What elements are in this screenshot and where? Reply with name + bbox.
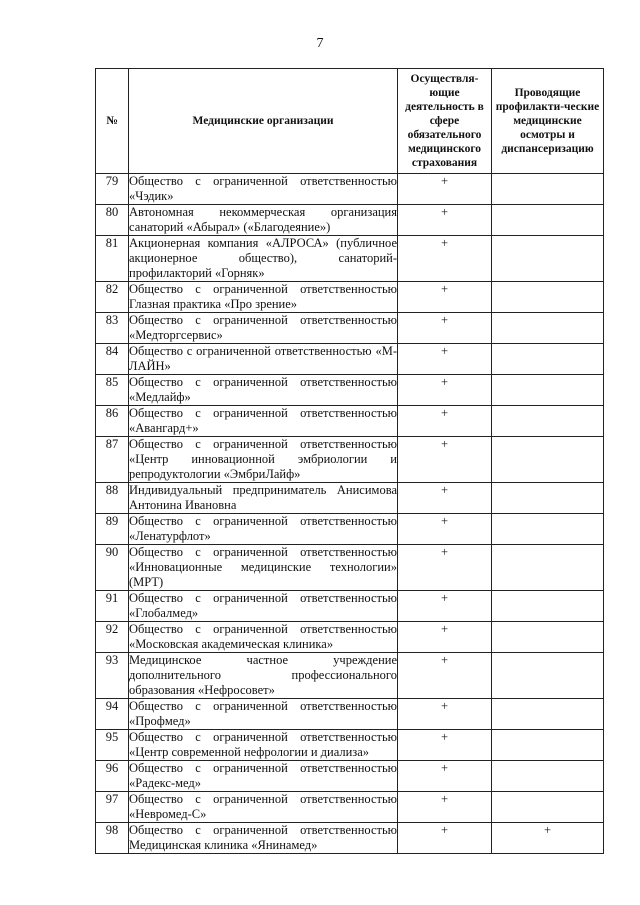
oms-mark: + — [398, 344, 492, 375]
organization-name: Индивидуальный предприниматель Анисимова Антонина Ивановна — [129, 483, 397, 512]
preventive-exam-mark — [492, 344, 604, 375]
organization-name: Общество с ограниченной ответственностью «М-ЛАЙН» — [129, 344, 397, 373]
oms-mark: + — [398, 236, 492, 282]
oms-mark: + — [398, 375, 492, 406]
medical-organizations-table — [95, 68, 604, 854]
table-header-row — [96, 69, 604, 174]
header-oms: Осуществля-ющие деятельность в сфере обязательного медицинского страхования — [398, 69, 492, 174]
row-number: 82 — [96, 282, 129, 313]
table-row — [96, 344, 604, 375]
table-row — [96, 545, 604, 591]
oms-mark: + — [398, 730, 492, 761]
table-row — [96, 792, 604, 823]
preventive-exam-mark — [492, 406, 604, 437]
oms-mark: + — [398, 761, 492, 792]
row-number: 81 — [96, 236, 129, 282]
table-row — [96, 313, 604, 344]
preventive-exam-mark — [492, 761, 604, 792]
table-row — [96, 174, 604, 205]
organization-name: Общество с ограниченной ответственностью «Глобалмед» — [129, 591, 397, 620]
organization-name: Общество с ограниченной ответственностью «Радекс-мед» — [129, 761, 397, 790]
preventive-exam-mark — [492, 375, 604, 406]
table-row — [96, 483, 604, 514]
table-row — [96, 205, 604, 236]
preventive-exam-mark: + — [492, 823, 604, 854]
row-number: 92 — [96, 622, 129, 653]
preventive-exam-mark — [492, 236, 604, 282]
organization-name: Общество с ограниченной ответственностью «Московская академическая клиника» — [129, 622, 397, 651]
organization-name: Общество с ограниченной ответственностью «Инновационные медицинские технологии» (МРТ) — [129, 545, 397, 589]
table-row — [96, 699, 604, 730]
organization-name: Общество с ограниченной ответственностью «Медлайф» — [129, 375, 397, 404]
organization-name: Общество с ограниченной ответственностью «Невромед-С» — [129, 792, 397, 821]
row-number: 80 — [96, 205, 129, 236]
oms-mark: + — [398, 313, 492, 344]
row-number: 87 — [96, 437, 129, 483]
oms-mark: + — [398, 591, 492, 622]
preventive-exam-mark — [492, 174, 604, 205]
table-row — [96, 730, 604, 761]
table-body — [96, 174, 604, 854]
preventive-exam-mark — [492, 483, 604, 514]
preventive-exam-mark — [492, 653, 604, 699]
row-number: 97 — [96, 792, 129, 823]
oms-mark: + — [398, 483, 492, 514]
preventive-exam-mark — [492, 514, 604, 545]
header-number: № — [96, 69, 129, 174]
organization-name: Общество с ограниченной ответственностью «Центр современной нефрологии и диализа» — [129, 730, 397, 759]
header-preventive-exams: Проводящие профилакти-ческие медицинские осмотры и диспансеризацию — [492, 69, 604, 174]
oms-mark: + — [398, 282, 492, 313]
organization-name: Общество с ограниченной ответственностью «Центр инновационной эмбриологии и репродуктологии «ЭмбриЛайф» — [129, 437, 397, 481]
organization-name: Автономная некоммерческая организация санаторий «Абырал» («Благодеяние») — [129, 205, 397, 234]
oms-mark: + — [398, 653, 492, 699]
oms-mark: + — [398, 514, 492, 545]
table-row — [96, 591, 604, 622]
preventive-exam-mark — [492, 437, 604, 483]
table-row — [96, 514, 604, 545]
preventive-exam-mark — [492, 545, 604, 591]
organization-name: Общество с ограниченной ответственностью «Медторгсервис» — [129, 313, 397, 342]
organization-name: Акционерная компания «АЛРОСА» (публичное акционерное общество), санаторий-профилакторий «Горняк» — [129, 236, 397, 280]
row-number: 83 — [96, 313, 129, 344]
row-number: 91 — [96, 591, 129, 622]
table-row — [96, 761, 604, 792]
oms-mark: + — [398, 545, 492, 591]
oms-mark: + — [398, 622, 492, 653]
preventive-exam-mark — [492, 591, 604, 622]
preventive-exam-mark — [492, 699, 604, 730]
organization-name: Медицинское частное учреждение дополнительного профессионального образования «Нефросовет» — [129, 653, 397, 697]
row-number: 88 — [96, 483, 129, 514]
table-row — [96, 622, 604, 653]
oms-mark: + — [398, 205, 492, 236]
row-number: 86 — [96, 406, 129, 437]
row-number: 84 — [96, 344, 129, 375]
preventive-exam-mark — [492, 282, 604, 313]
oms-mark: + — [398, 823, 492, 854]
row-number: 98 — [96, 823, 129, 854]
oms-mark: + — [398, 792, 492, 823]
row-number: 96 — [96, 761, 129, 792]
table-row — [96, 437, 604, 483]
oms-mark: + — [398, 437, 492, 483]
organization-name: Общество с ограниченной ответственностью Глазная практика «Про зрение» — [129, 282, 397, 311]
row-number: 79 — [96, 174, 129, 205]
table-row — [96, 653, 604, 699]
table-row — [96, 375, 604, 406]
organization-name: Общество с ограниченной ответственностью «Чэдик» — [129, 174, 397, 203]
row-number: 94 — [96, 699, 129, 730]
page-number: 7 — [316, 36, 324, 51]
organization-name: Общество с ограниченной ответственностью Медицинская клиника «Янинамед» — [129, 823, 397, 852]
organization-name: Общество с ограниченной ответственностью «Авангард+» — [129, 406, 397, 435]
table-row — [96, 236, 604, 282]
row-number: 85 — [96, 375, 129, 406]
preventive-exam-mark — [492, 792, 604, 823]
oms-mark: + — [398, 174, 492, 205]
preventive-exam-mark — [492, 730, 604, 761]
header-organizations: Медицинские организации — [129, 69, 398, 174]
preventive-exam-mark — [492, 205, 604, 236]
row-number: 90 — [96, 545, 129, 591]
row-number: 95 — [96, 730, 129, 761]
table-row — [96, 823, 604, 854]
oms-mark: + — [398, 406, 492, 437]
table-row — [96, 282, 604, 313]
organization-name: Общество с ограниченной ответственностью «Ленатурфлот» — [129, 514, 397, 543]
organization-name: Общество с ограниченной ответственностью «Профмед» — [129, 699, 397, 728]
table-row — [96, 406, 604, 437]
row-number: 93 — [96, 653, 129, 699]
preventive-exam-mark — [492, 313, 604, 344]
row-number: 89 — [96, 514, 129, 545]
oms-mark: + — [398, 699, 492, 730]
preventive-exam-mark — [492, 622, 604, 653]
